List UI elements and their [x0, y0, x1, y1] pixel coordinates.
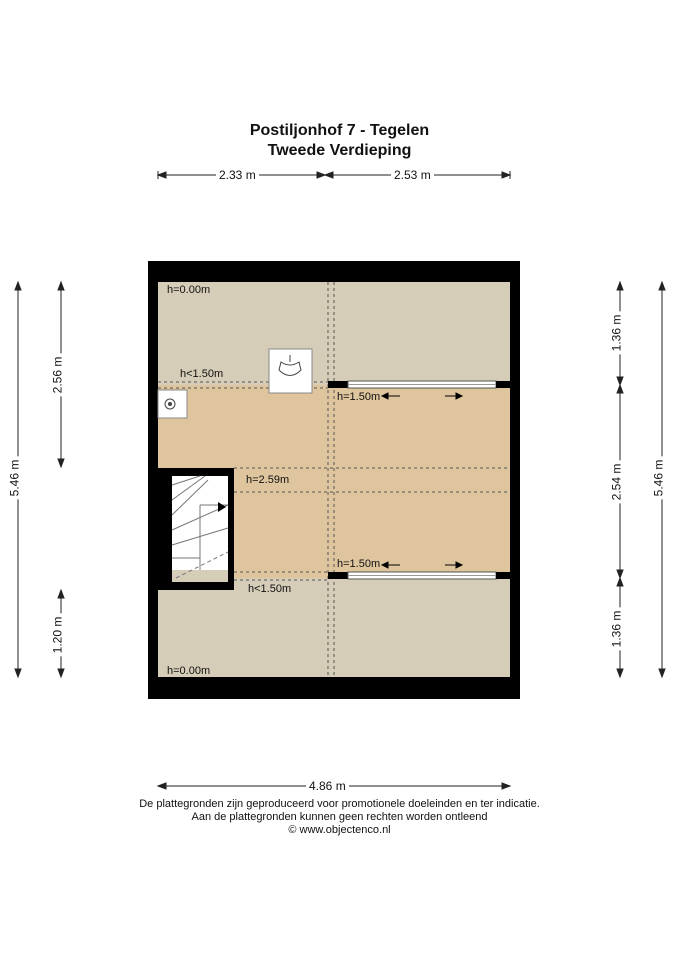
- floor-subtitle: Tweede Verdieping: [267, 142, 412, 159]
- disclaimer-line-2: Aan de plattegronden kunnen geen rechten worden ontleend: [191, 811, 488, 823]
- dim-right-mid: 2.54 m: [609, 461, 623, 504]
- height-label-lt150-top: h<1.50m: [180, 368, 224, 380]
- dim-right-total: 5.46 m: [651, 457, 665, 500]
- disclaimer-line-1: De plattegronden zijn geproduceerd voor promotionele doeleinden en ter indicatie.: [139, 798, 540, 810]
- height-label-lt150-bottom: h<1.50m: [248, 583, 292, 595]
- dim-left-bottom: 1.20 m: [50, 614, 64, 657]
- boiler: [158, 390, 187, 418]
- height-label-259: h=2.59m: [246, 474, 290, 486]
- height-label-bottom: h=0.00m: [167, 665, 211, 677]
- copyright: © www.objectenco.nl: [288, 824, 391, 836]
- dim-top-right: 2.53 m: [391, 168, 434, 182]
- height-label-top: h=0.00m: [167, 284, 211, 296]
- dim-bottom: 4.86 m: [306, 779, 349, 793]
- dim-right-bottom: 1.36 m: [609, 608, 623, 651]
- height-label-150-top: h=1.50m: [337, 391, 381, 403]
- page-title: Postiljonhof 7 - Tegelen: [249, 122, 430, 139]
- height-label-150-bottom: h=1.50m: [337, 558, 381, 570]
- dim-right-top: 1.36 m: [609, 312, 623, 355]
- dim-top-left: 2.33 m: [216, 168, 259, 182]
- dim-left-total: 5.46 m: [7, 457, 21, 500]
- dim-left-top: 2.56 m: [50, 354, 64, 397]
